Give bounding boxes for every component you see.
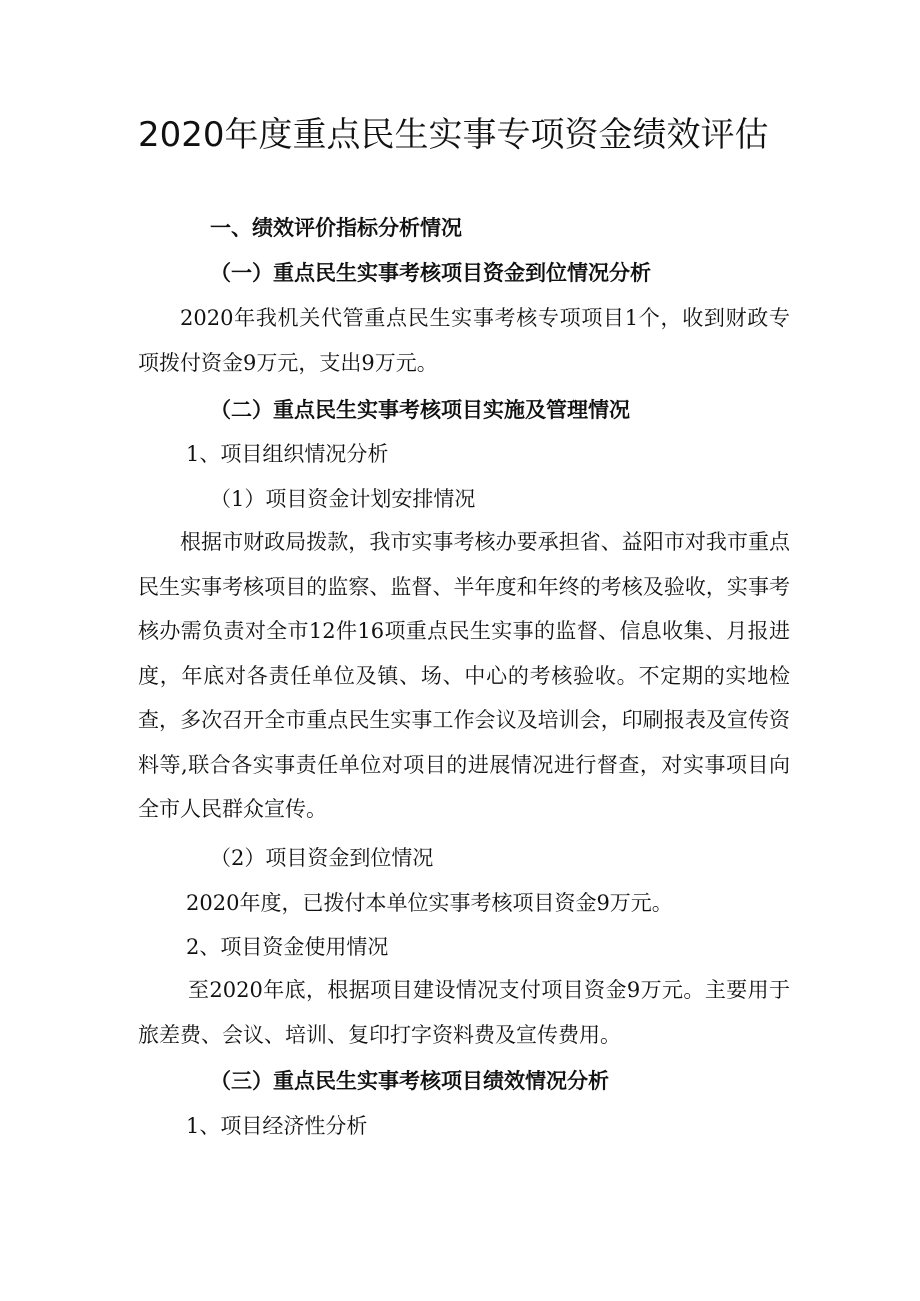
section-heading-performance-analysis: 一、绩效评价指标分析情况	[210, 216, 462, 240]
paragraph-fund-arrival: 2020年度，已拨付本单位实事考核项目资金9万元。	[186, 891, 673, 915]
paragraph-text: 根据市财政局拨款，我市实事考核办要承担省、益阳市对我市重点民生实事考核项目的监察、监督、半年度和年终的考核及验收，实事考核办需负责对全市12件16项重点民生实事的监督、信息收集、月报进度，年底对各责任单位及镇、场、中心的考核验收。不定期的实地检查，多次召开全市重点民生实事工作会议及培训会，印刷报表及宣传资料等,联合各实事责任单位对项目的进展情况进行督查，对实事项目向全市人民群众宣传。	[138, 530, 790, 821]
subsection-heading-performance: （三）重点民生实事考核项目绩效情况分析	[210, 1069, 609, 1093]
paragraph-fund-plan	[138, 520, 790, 832]
item-heading-fund-arrival: （2）项目资金到位情况	[210, 846, 434, 870]
item-heading-economy: 1、项目经济性分析	[186, 1114, 368, 1138]
subsection-heading-funds-arrival: （一）重点民生实事考核项目资金到位情况分析	[210, 261, 651, 285]
paragraph-funds-arrival	[138, 296, 790, 385]
item-heading-fund-usage: 2、项目资金使用情况	[186, 935, 389, 959]
item-heading-fund-plan: （1）项目资金计划安排情况	[210, 487, 476, 511]
paragraph-fund-usage	[138, 968, 790, 1057]
item-heading-organization: 1、项目组织情况分析	[186, 442, 389, 466]
paragraph-text: 至2020年底，根据项目建设情况支付项目资金9万元。主要用于旅差费、会议、培训、复印打字资料费及宣传费用。	[138, 978, 790, 1047]
paragraph-text: 2020年我机关代管重点民生实事考核专项项目1个，收到财政专项拨付资金9万元，支出9万元。	[138, 306, 790, 375]
document-title: 2020年度重点民生实事专项资金绩效评估	[138, 115, 769, 155]
subsection-heading-implementation: （二）重点民生实事考核项目实施及管理情况	[210, 398, 630, 422]
